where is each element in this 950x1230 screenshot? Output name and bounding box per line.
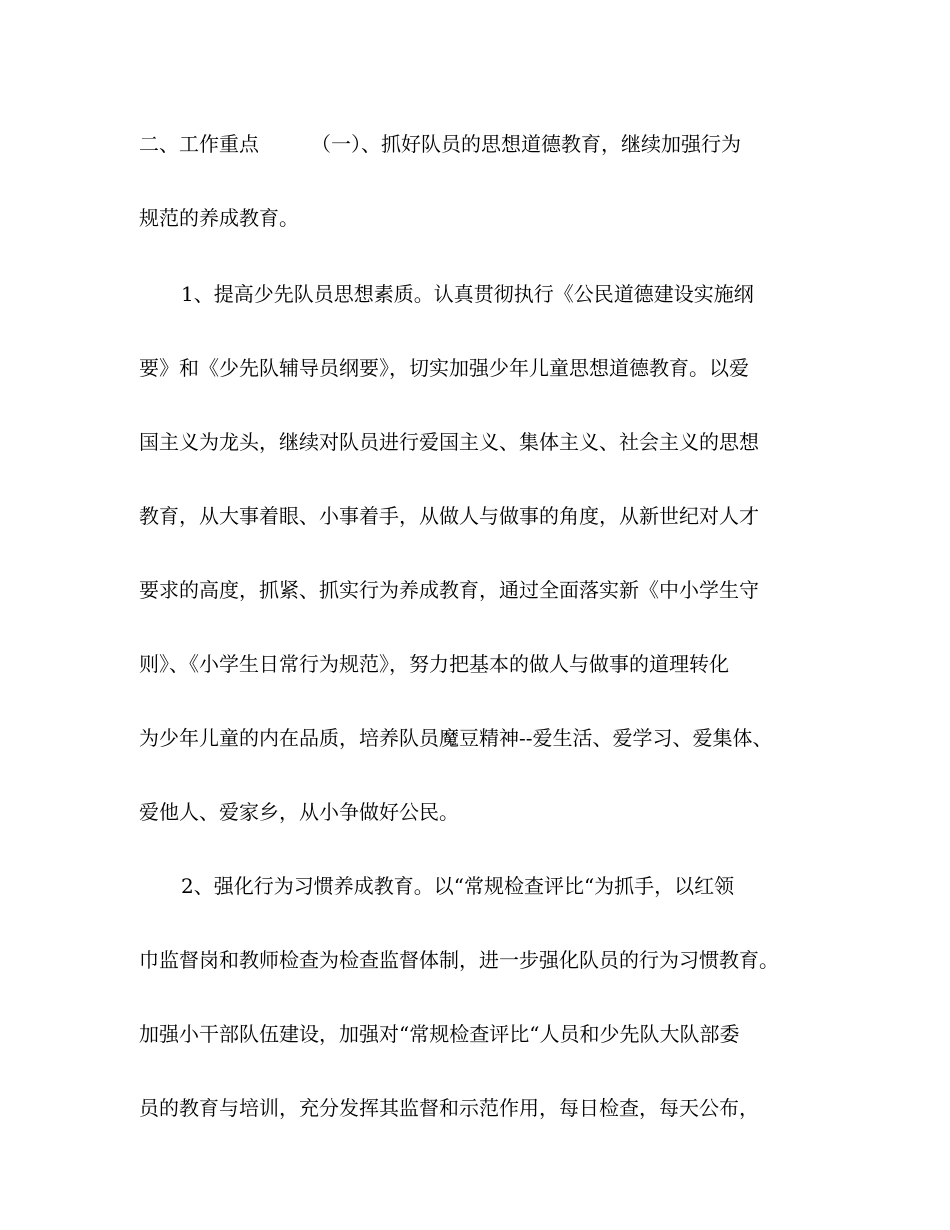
paragraph-line: 国主义为龙头，继续对队员进行爱国主义、集体主义、社会主义的思想 — [139, 430, 759, 454]
paragraph-line: 为少年儿童的内在品质，培养队员魔豆精神--爱生活、爱学习、爱集体、 — [139, 726, 773, 750]
section-heading-line — [139, 132, 839, 156]
paragraph-line: 加强小干部队伍建设，加强对“常规检查评比“人员和少先队大队部委 — [139, 1022, 740, 1046]
paragraph-line: 员的教育与培训，充分发挥其监督和示范作用，每日检查，每天公布， — [139, 1096, 759, 1120]
section-heading: 二、工作重点 — [139, 132, 259, 156]
paragraph-line: 要求的高度，抓紧、抓实行为养成教育，通过全面落实新《中小学生守 — [139, 578, 759, 602]
paragraph-line: 则》、《小学生日常行为规范》，努力把基本的做人与做事的道理转化 — [139, 652, 729, 676]
paragraph-line: 爱他人、爱家乡，从小争做好公民。 — [139, 800, 459, 824]
paragraph-line: 要》和《少先队辅导员纲要》，切实加强少年儿童思想道德教育。以爱 — [139, 356, 749, 380]
paragraph-line: 教育，从大事着眼、小事着手，从做人与做事的角度，从新世纪对人才 — [139, 504, 759, 528]
paragraph-line: 巾监督岗和教师检查为检查监督体制，进一步强化队员的行为习惯教育。 — [139, 948, 779, 972]
paragraph-line: 规范的养成教育。 — [139, 206, 299, 230]
subsection-heading: （一）、抓好队员的思想道德教育，继续加强行为 — [311, 132, 741, 156]
paragraph-1-first-line: 1、提高少先队员思想素质。认真贯彻执行《公民道德建设实施纲 — [181, 282, 754, 306]
paragraph-2-first-line: 2、强化行为习惯养成教育。以“常规检查评比“为抓手，以红领 — [181, 874, 735, 898]
